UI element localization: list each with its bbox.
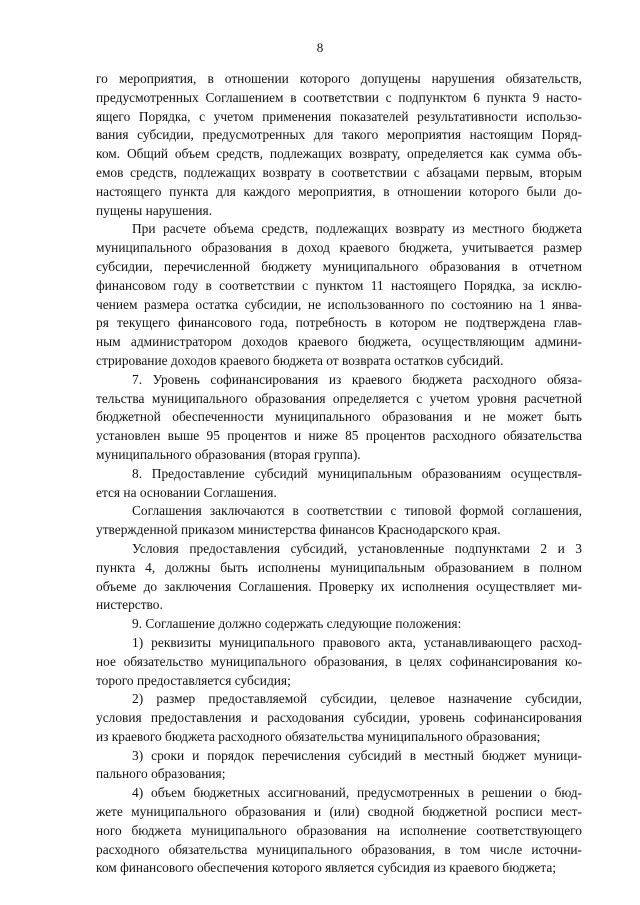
text-line: 9. Соглашение должно содержать следующие положения: bbox=[132, 616, 462, 632]
text-line: установлен выше 95 процентов и ниже 85 процентов расходного обязательства bbox=[96, 428, 582, 444]
text-line: предусмотренных Соглашением в соответствии с подпунктом 6 пункта 9 насто- bbox=[96, 89, 582, 105]
text-line: 8. Предоставление субсидий муниципальным образованиям осуществля- bbox=[132, 465, 582, 481]
text-line: субсидии, перечисленной бюджету муниципального образования в отчетном bbox=[96, 258, 582, 274]
text-line: объеме до заключения Соглашения. Проверку их исполнения осуществляет ми- bbox=[96, 578, 582, 594]
text-line: пущены нарушения. bbox=[96, 202, 213, 218]
text-line: чением размера остатка субсидии, не использованного по состоянию на 1 янва- bbox=[96, 296, 582, 312]
text-line: Условия предоставления субсидий, установленные подпунктами 2 и 3 bbox=[132, 540, 582, 556]
text-line: нистерство. bbox=[96, 597, 163, 613]
text-line: расходного обязательства муниципального образования, в том числе источни- bbox=[96, 841, 582, 857]
text-line: пального образования; bbox=[96, 766, 226, 782]
text-line: 7. Уровень софинансирования из краевого бюджета расходного обяза- bbox=[132, 371, 582, 387]
text-line: го мероприятия, в отношении которого допущены нарушения обязательств, bbox=[96, 71, 582, 86]
text-line: ное обязательство муниципального образования, в целях софинансирования ко- bbox=[96, 653, 582, 669]
text-line: ком финансового обеспечения которого является субсидия из краевого бюджета; bbox=[96, 860, 557, 876]
text-line: пункта 4, должны быть исполнены муниципальным образованием в полном bbox=[96, 559, 582, 575]
text-line: При расчете объема средств, подлежащих возврату из местного бюджета bbox=[132, 221, 582, 237]
text-line: финансовом году в соответствии с пунктом 11 настоящего Порядка, за исклю- bbox=[96, 277, 582, 293]
text-line: 2) размер предоставляемой субсидии, целевое назначение субсидии, bbox=[132, 691, 582, 707]
text-line: ря текущего финансового года, потребность в котором не подтверждена глав- bbox=[96, 315, 582, 331]
text-line: из краевого бюджета расходного обязательства муниципального образования; bbox=[96, 728, 541, 744]
text-line: ящего Порядка, с учетом применения показателей результативности использо- bbox=[96, 108, 582, 124]
document-body bbox=[96, 70, 582, 878]
text-line: емов средств, подлежащих возврату в соответствии с абзацами первым, вторым bbox=[96, 164, 582, 180]
text-line: ется на основании Соглашения. bbox=[96, 484, 277, 500]
text-line: Соглашения заключаются в соответствии с типовой формой соглашения, bbox=[132, 503, 582, 519]
text-line: 4) объем бюджетных ассигнований, предусмотренных в решении о бюд- bbox=[132, 785, 582, 801]
text-line: стрирование доходов краевого бюджета от возврата остатков субсидий. bbox=[96, 352, 504, 368]
text-line: 1) реквизиты муниципального правового акта, устанавливающего расход- bbox=[132, 634, 582, 650]
text-line: жете муниципального образования и (или) сводной бюджетной росписи мест- bbox=[96, 804, 582, 820]
text-line: ком. Общий объем средств, подлежащих возврату, определяется как сумма объ- bbox=[96, 146, 582, 162]
text-line: муниципального образования (вторая группа). bbox=[96, 446, 361, 462]
page-number: 8 bbox=[316, 40, 324, 55]
text-line: вания субсидии, предусмотренных для такого мероприятия настоящим Поряд- bbox=[96, 127, 582, 143]
text-line: торого предоставляется субсидия; bbox=[96, 672, 291, 688]
text-line: 3) сроки и порядок перечисления субсидий в местный бюджет муници- bbox=[132, 747, 582, 763]
text-line: ным администратором доходов краевого бюджета, осуществляющим админи- bbox=[96, 334, 582, 350]
text-line: условия предоставления и расходования субсидии, уровень софинансирования bbox=[96, 710, 582, 726]
text-line: муниципального образования в доход краевого бюджета, учитывается размер bbox=[96, 240, 582, 256]
text-line: ного бюджета муниципального образования на исполнение соответствующего bbox=[96, 822, 582, 838]
text-line: утвержденной приказом министерства финансов Краснодарского края. bbox=[96, 522, 501, 538]
text-line: тельства муниципального образования определяется с учетом уровня расчетной bbox=[96, 390, 582, 406]
text-line: настоящего пункта для каждого мероприятия, в отношении которого были до- bbox=[96, 183, 582, 199]
text-line: бюджетной обеспеченности муниципального образования и не может быть bbox=[96, 409, 582, 425]
